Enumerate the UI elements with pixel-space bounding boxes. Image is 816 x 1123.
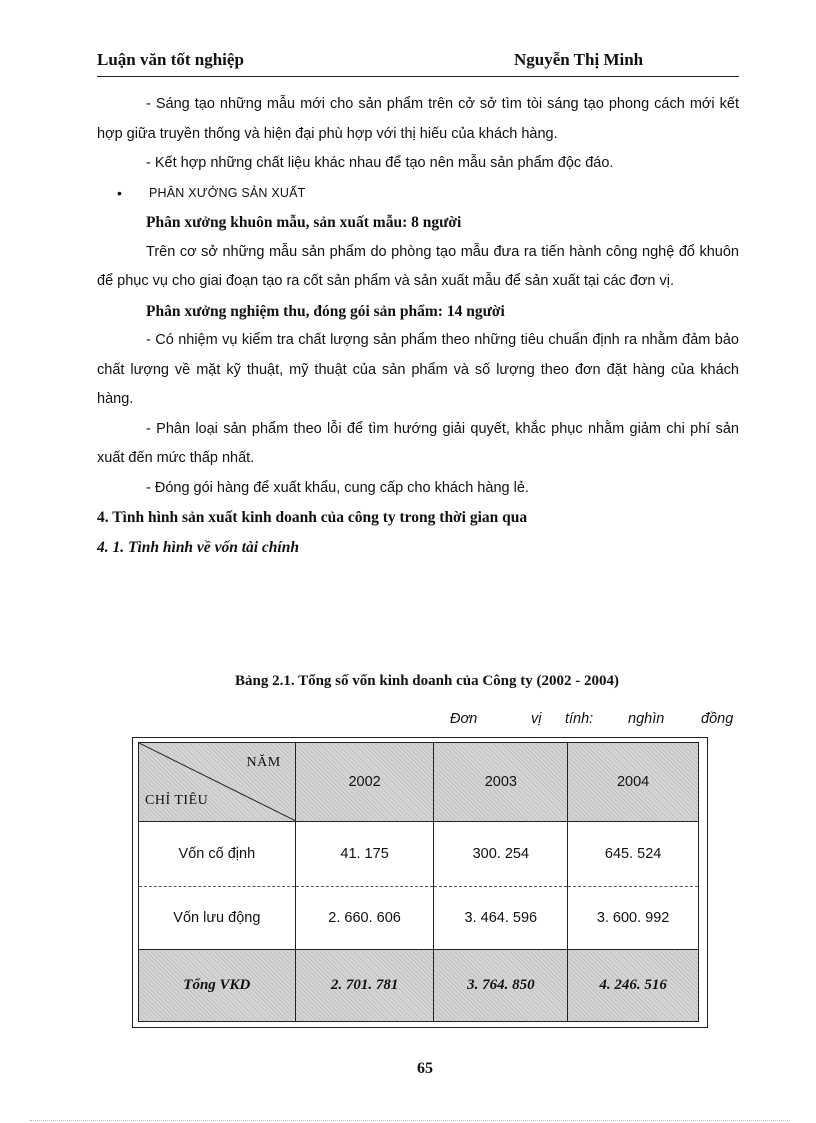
paragraph-creative-design: - Sáng tạo những mẫu mới cho sản phẩm trên cở sở tìm tòi sáng tạo phong cách mới kết hợp giữa truyền thống và hiện đại phù hợp với thị hiếu của khách hàng. bbox=[97, 96, 739, 142]
row-label: Vốn cố định bbox=[139, 822, 296, 887]
table-cell: 3. 600. 992 bbox=[568, 887, 699, 950]
table-row-total bbox=[139, 950, 699, 1022]
table-header-row bbox=[139, 743, 699, 822]
header-author-name: Nguyễn Thị Minh bbox=[514, 50, 644, 69]
corner-header-cell bbox=[139, 743, 296, 822]
total-cell: 2. 701. 781 bbox=[295, 950, 434, 1022]
table-row-fixed-capital bbox=[139, 822, 699, 887]
year-header-2002: 2002 bbox=[295, 743, 434, 822]
paragraph-material-combination: - Kết hợp những chất liệu khác nhau để tạo nên mẫu sản phẩm độc đáo. bbox=[146, 155, 614, 171]
subheading-mould-workshop: Phân xưởng khuôn mẫu, sản xuất mẫu: 8 người bbox=[146, 214, 462, 231]
paragraph-packaging: - Đóng gói hàng để xuất khẩu, cung cấp cho khách hàng lẻ. bbox=[146, 479, 529, 496]
corner-label-indicator: CHỈ TIÊU bbox=[145, 793, 209, 808]
bullet-production-workshop bbox=[97, 179, 739, 209]
paragraph-quality-check: - Có nhiệm vụ kiểm tra chất lượng sản phẩm theo những tiêu chuẩn định ra nhằm đảm bảo chất lượng về mặt kỹ thuật, mỹ thuật của sản phẩm và số lượng theo đơn đặt hàng của khách hàng. bbox=[97, 332, 739, 407]
paragraph-defect-sorting: - Phân loại sản phẩm theo lỗi để tìm hướng giải quyết, khắc phục nhằm giảm chi phí sản xuất đến mức thấp nhất. bbox=[97, 420, 739, 466]
corner-label-year: NĂM bbox=[246, 755, 281, 770]
bullet-label: PHÂN XƯỞNG SẢN XUẤT bbox=[149, 185, 306, 200]
row-label: Vốn lưu động bbox=[139, 887, 296, 950]
year-header-2004: 2004 bbox=[568, 743, 699, 822]
unit-word-5: đồng bbox=[701, 711, 734, 727]
table-row-working-capital bbox=[139, 887, 699, 950]
subsection-heading-capital: 4. 1. Tình hình về vốn tài chính bbox=[97, 538, 299, 556]
page-header bbox=[97, 48, 739, 74]
table-cell: 41. 175 bbox=[295, 822, 434, 887]
paragraph-mould-process: Trên cơ sở những mẫu sản phẩm do phòng tạo mẫu đưa ra tiến hành công nghệ đổ khuôn để phục vụ cho giai đoạn tạo ra cốt sản phẩm và sản xuất mẫu để sản xuất tại các đơn vị. bbox=[97, 243, 739, 289]
table-cell: 3. 464. 596 bbox=[434, 887, 568, 950]
total-label: Tổng VKD bbox=[139, 950, 296, 1022]
unit-word-1: Đơn bbox=[450, 711, 478, 727]
page-bottom-edge bbox=[30, 1120, 790, 1121]
bullet-icon: • bbox=[117, 184, 123, 201]
unit-word-2: vị bbox=[531, 711, 542, 727]
total-cell: 3. 764. 850 bbox=[434, 950, 568, 1022]
subheading-inspection-workshop: Phân xưởng nghiệm thu, đóng gói sản phẩm: 14 người bbox=[146, 302, 505, 320]
table-cell: 645. 524 bbox=[568, 822, 699, 887]
table-caption: Bảng 2.1. Tổng số vốn kinh doanh của Công ty (2002 - 2004) bbox=[235, 673, 619, 689]
capital-table bbox=[138, 742, 699, 1022]
page-number: 65 bbox=[417, 1060, 433, 1077]
unit-word-3: tính: bbox=[565, 711, 594, 727]
body-text bbox=[97, 90, 739, 562]
unit-word-4: nghìn bbox=[628, 711, 665, 727]
total-cell: 4. 246. 516 bbox=[568, 950, 699, 1022]
table-cell: 300. 254 bbox=[434, 822, 568, 887]
table-cell: 2. 660. 606 bbox=[295, 887, 434, 950]
header-thesis-title: Luận văn tốt nghiệp bbox=[97, 50, 244, 69]
year-header-2003: 2003 bbox=[434, 743, 568, 822]
header-divider bbox=[97, 76, 739, 77]
section-heading-business-status: 4. Tình hình sản xuất kinh doanh của công ty trong thời gian qua bbox=[97, 509, 528, 526]
